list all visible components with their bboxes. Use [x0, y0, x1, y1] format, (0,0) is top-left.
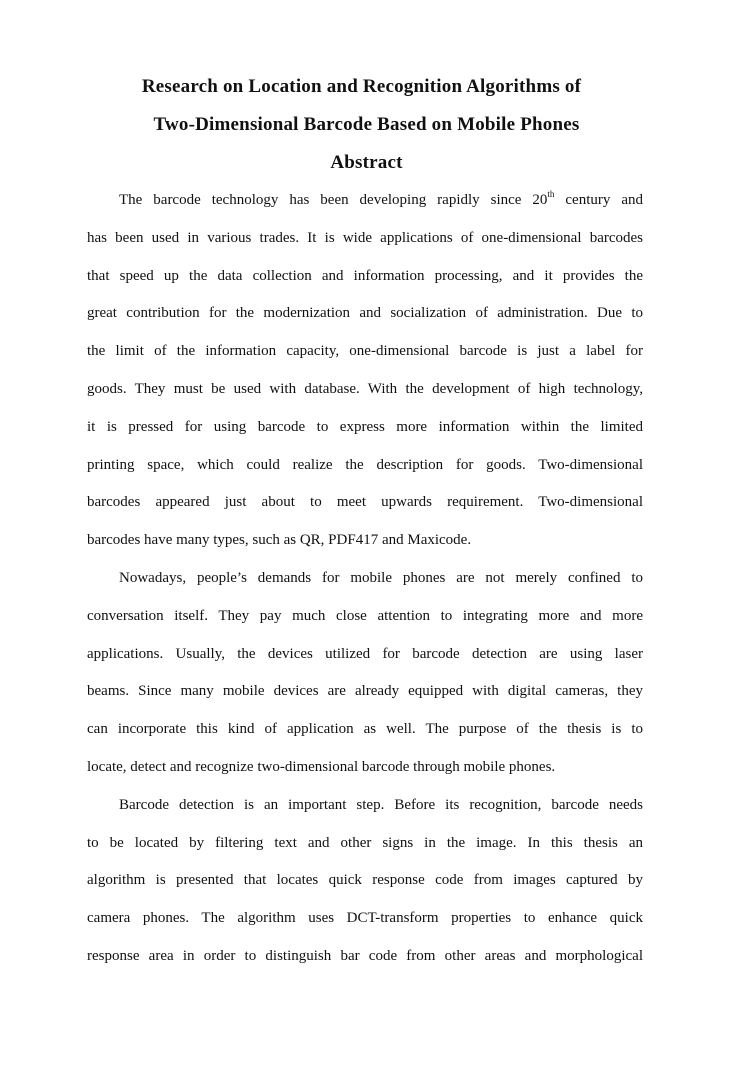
paper-title-line-1: Research on Location and Recognition Algorithms of — [141, 76, 582, 97]
abstract-paragraph-2 — [87, 564, 643, 791]
abstract-paragraph-1 — [87, 186, 643, 564]
text-line: the limit of the information capacity, one-dimensional barcode is just a label for — [87, 343, 643, 360]
text-line: beams. Since many mobile devices are already equipped with digital cameras, they — [87, 683, 643, 700]
text-line: algorithm is presented that locates quick response code from images captured by — [87, 872, 643, 889]
text-line: it is pressed for using barcode to express more information within the limited — [87, 418, 643, 435]
text-line: has been used in various trades. It is wide applications of one-dimensional barcodes — [87, 229, 643, 246]
text-line: conversation itself. They pay much close attention to integrating more and more — [87, 607, 643, 624]
text-line: locate, detect and recognize two-dimensional barcode through mobile phones. — [87, 758, 556, 775]
text-line: camera phones. The algorithm uses DCT-transform properties to enhance quick — [87, 910, 643, 927]
text-line: barcodes appeared just about to meet upwards requirement. Two-dimensional — [87, 494, 643, 511]
abstract-body — [87, 186, 643, 980]
text-line: great contribution for the modernization and socialization of administration. Due to — [87, 305, 643, 322]
text-line: barcodes have many types, such as QR, PDF417 and Maxicode. — [87, 532, 472, 549]
text-line: that speed up the data collection and information processing, and it provides the — [87, 267, 643, 284]
abstract-paragraph-3 — [87, 791, 643, 980]
text-line: Barcode detection is an important step. Before its recognition, barcode needs — [119, 796, 643, 813]
text-line: to be located by filtering text and other signs in the image. In this thesis an — [87, 834, 643, 851]
text-line — [87, 186, 643, 224]
text-line: applications. Usually, the devices utilized for barcode detection are using laser — [87, 645, 643, 662]
text-fragment: The barcode technology has been developing rapidly since 20 — [119, 192, 548, 208]
text-line: response area in order to distinguish bar code from other areas and morphological — [87, 947, 643, 964]
superscript: th — [547, 189, 555, 199]
text-line: printing space, which could realize the description for goods. Two-dimensional — [87, 456, 643, 473]
text-line: goods. They must be used with database. With the development of high technology, — [87, 380, 643, 397]
text-line: Nowadays, people’s demands for mobile phones are not merely confined to — [119, 569, 643, 586]
text-line: can incorporate this kind of application as well. The purpose of the thesis is to — [87, 721, 643, 738]
text-fragment: century and — [554, 192, 643, 208]
abstract-heading: Abstract — [330, 152, 403, 173]
paper-title-line-2: Two-Dimensional Barcode Based on Mobile Phones — [153, 114, 580, 135]
